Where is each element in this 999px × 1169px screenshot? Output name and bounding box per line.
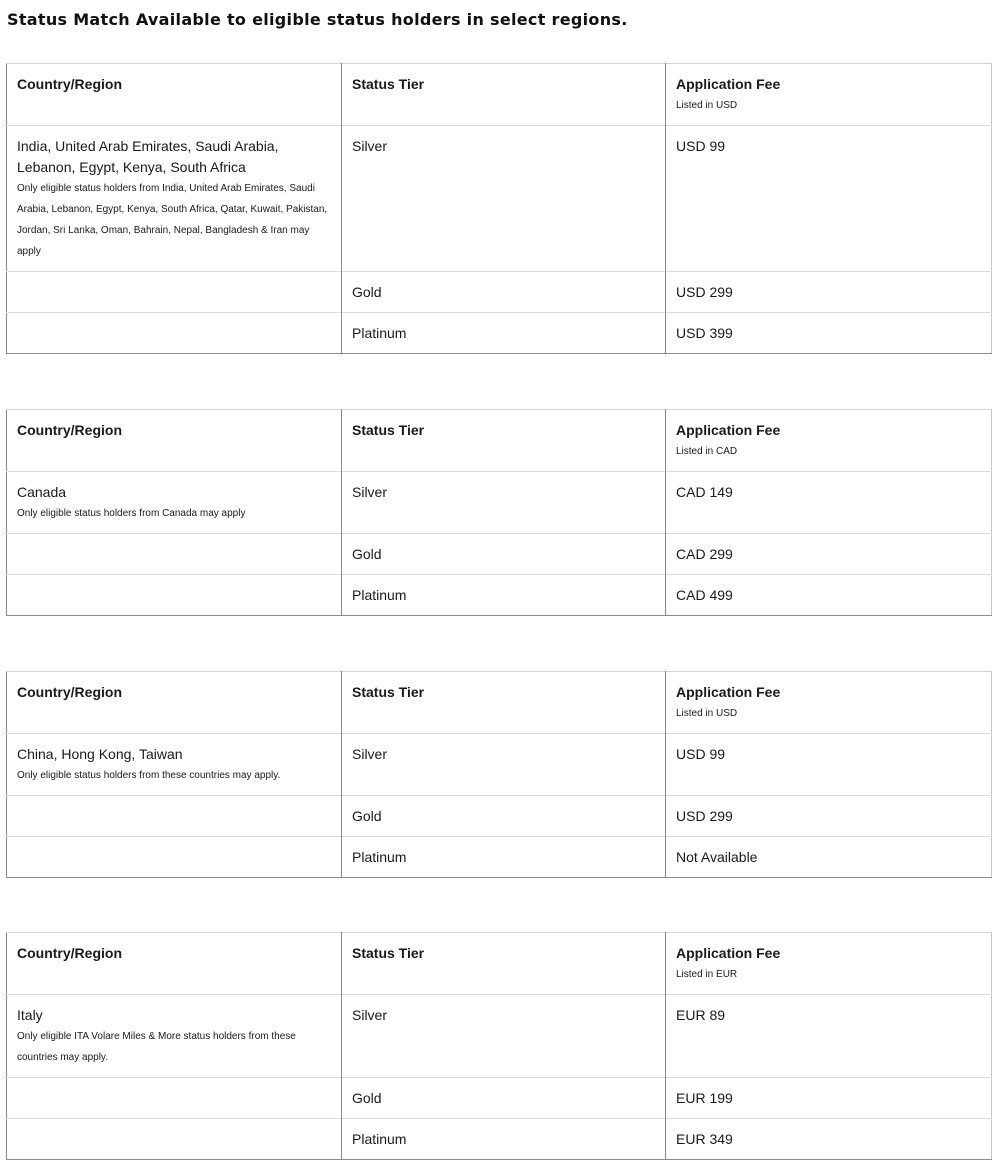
table-row xyxy=(7,796,992,837)
fee-gold: EUR 199 xyxy=(676,1090,733,1106)
header-tier-cell xyxy=(342,410,666,472)
fee-cell xyxy=(666,313,992,354)
table-row xyxy=(7,837,992,878)
tier-cell xyxy=(342,734,666,796)
region-cell-empty xyxy=(7,1119,342,1160)
table-row xyxy=(7,1119,992,1160)
eligibility-note: Only eligible status holders from these countries may apply. xyxy=(17,770,281,781)
tier-silver: Silver xyxy=(352,484,388,500)
tier-cell xyxy=(342,1119,666,1160)
header-tier: Status Tier xyxy=(352,945,425,961)
table-row xyxy=(7,575,992,616)
region-cell xyxy=(7,472,342,534)
region-cell-empty xyxy=(7,1078,342,1119)
tier-gold: Gold xyxy=(352,1090,382,1106)
header-country-cell xyxy=(7,672,342,734)
tier-cell xyxy=(342,837,666,878)
table-header-row xyxy=(7,64,992,126)
tier-gold: Gold xyxy=(352,284,382,300)
table-header-row xyxy=(7,672,992,734)
region-name: India, United Arab Emirates, Saudi Arabia, Lebanon, Egypt, Kenya, South Africa xyxy=(17,138,279,175)
table-header-row xyxy=(7,410,992,472)
fee-table-italy xyxy=(6,932,992,1160)
fee-table-india-mea xyxy=(6,63,992,354)
table-row xyxy=(7,272,992,313)
fee-cell xyxy=(666,734,992,796)
tier-cell xyxy=(342,796,666,837)
table-row xyxy=(7,472,992,534)
fee-platinum: Not Available xyxy=(676,849,758,865)
header-tier-cell xyxy=(342,64,666,126)
fee-cell xyxy=(666,1078,992,1119)
page-title: Status Match Available to eligible status holders in select regions. xyxy=(7,10,628,29)
header-fee: Application Fee xyxy=(676,945,781,961)
fee-silver: CAD 149 xyxy=(676,484,733,500)
region-cell-empty xyxy=(7,796,342,837)
header-fee-cell xyxy=(666,933,992,995)
region-name: Italy xyxy=(17,1007,43,1023)
table-row xyxy=(7,1078,992,1119)
fee-cell xyxy=(666,126,992,272)
region-name: China, Hong Kong, Taiwan xyxy=(17,746,183,762)
currency-note: Listed in EUR xyxy=(676,969,738,980)
header-tier-cell xyxy=(342,933,666,995)
fee-silver: USD 99 xyxy=(676,138,726,154)
region-cell xyxy=(7,734,342,796)
fee-cell xyxy=(666,1119,992,1160)
region-cell-empty xyxy=(7,313,342,354)
tier-cell xyxy=(342,534,666,575)
table-row xyxy=(7,995,992,1078)
tier-platinum: Platinum xyxy=(352,587,407,603)
tier-cell xyxy=(342,575,666,616)
fee-cell xyxy=(666,796,992,837)
tier-cell xyxy=(342,272,666,313)
region-cell xyxy=(7,126,342,272)
fee-cell xyxy=(666,575,992,616)
currency-note: Listed in USD xyxy=(676,100,738,111)
tier-cell xyxy=(342,313,666,354)
fee-gold: USD 299 xyxy=(676,284,733,300)
tier-silver: Silver xyxy=(352,138,388,154)
tier-platinum: Platinum xyxy=(352,1131,407,1147)
header-country: Country/Region xyxy=(17,684,122,700)
header-fee: Application Fee xyxy=(676,684,781,700)
header-country: Country/Region xyxy=(17,422,122,438)
header-fee-cell xyxy=(666,64,992,126)
table-row xyxy=(7,126,992,272)
fee-cell xyxy=(666,837,992,878)
header-tier: Status Tier xyxy=(352,684,425,700)
eligibility-note: Only eligible status holders from India, United Arab Emirates, Saudi Arabia, Lebanon, Egypt, Kenya, South Africa, Qatar, Kuwait, Pakistan, Jordan, Sri Lanka, Oman, Bahrain, Nepal, Bangladesh & Iran may apply xyxy=(17,183,328,257)
tier-cell xyxy=(342,995,666,1078)
currency-note: Listed in USD xyxy=(676,708,738,719)
tier-cell xyxy=(342,1078,666,1119)
region-cell-empty xyxy=(7,534,342,575)
table-header-row xyxy=(7,933,992,995)
fee-cell xyxy=(666,272,992,313)
tier-silver: Silver xyxy=(352,746,388,762)
fee-cell xyxy=(666,472,992,534)
fee-cell xyxy=(666,995,992,1078)
eligibility-note: Only eligible status holders from Canada may apply xyxy=(17,508,246,519)
fee-table-china xyxy=(6,671,992,878)
fee-gold: USD 299 xyxy=(676,808,733,824)
fee-gold: CAD 299 xyxy=(676,546,733,562)
fee-silver: USD 99 xyxy=(676,746,726,762)
tier-platinum: Platinum xyxy=(352,849,407,865)
fee-platinum: USD 399 xyxy=(676,325,733,341)
region-cell-empty xyxy=(7,272,342,313)
header-country: Country/Region xyxy=(17,945,122,961)
header-tier-cell xyxy=(342,672,666,734)
table-row xyxy=(7,534,992,575)
region-cell-empty xyxy=(7,575,342,616)
fee-table-canada xyxy=(6,409,992,616)
header-country-cell xyxy=(7,933,342,995)
fee-platinum: CAD 499 xyxy=(676,587,733,603)
header-country-cell xyxy=(7,64,342,126)
region-cell-empty xyxy=(7,837,342,878)
header-fee: Application Fee xyxy=(676,422,781,438)
tier-gold: Gold xyxy=(352,808,382,824)
table-row xyxy=(7,313,992,354)
currency-note: Listed in CAD xyxy=(676,446,738,457)
header-country: Country/Region xyxy=(17,76,122,92)
header-tier: Status Tier xyxy=(352,422,425,438)
header-fee: Application Fee xyxy=(676,76,781,92)
tier-cell xyxy=(342,126,666,272)
tier-platinum: Platinum xyxy=(352,325,407,341)
eligibility-note: Only eligible ITA Volare Miles & More status holders from these countries may apply. xyxy=(17,1031,296,1063)
header-fee-cell xyxy=(666,410,992,472)
tier-cell xyxy=(342,472,666,534)
region-name: Canada xyxy=(17,484,67,500)
header-country-cell xyxy=(7,410,342,472)
header-fee-cell xyxy=(666,672,992,734)
fee-platinum: EUR 349 xyxy=(676,1131,733,1147)
region-cell xyxy=(7,995,342,1078)
header-tier: Status Tier xyxy=(352,76,425,92)
tier-gold: Gold xyxy=(352,546,382,562)
fee-cell xyxy=(666,534,992,575)
tier-silver: Silver xyxy=(352,1007,388,1023)
table-row xyxy=(7,734,992,796)
fee-silver: EUR 89 xyxy=(676,1007,726,1023)
